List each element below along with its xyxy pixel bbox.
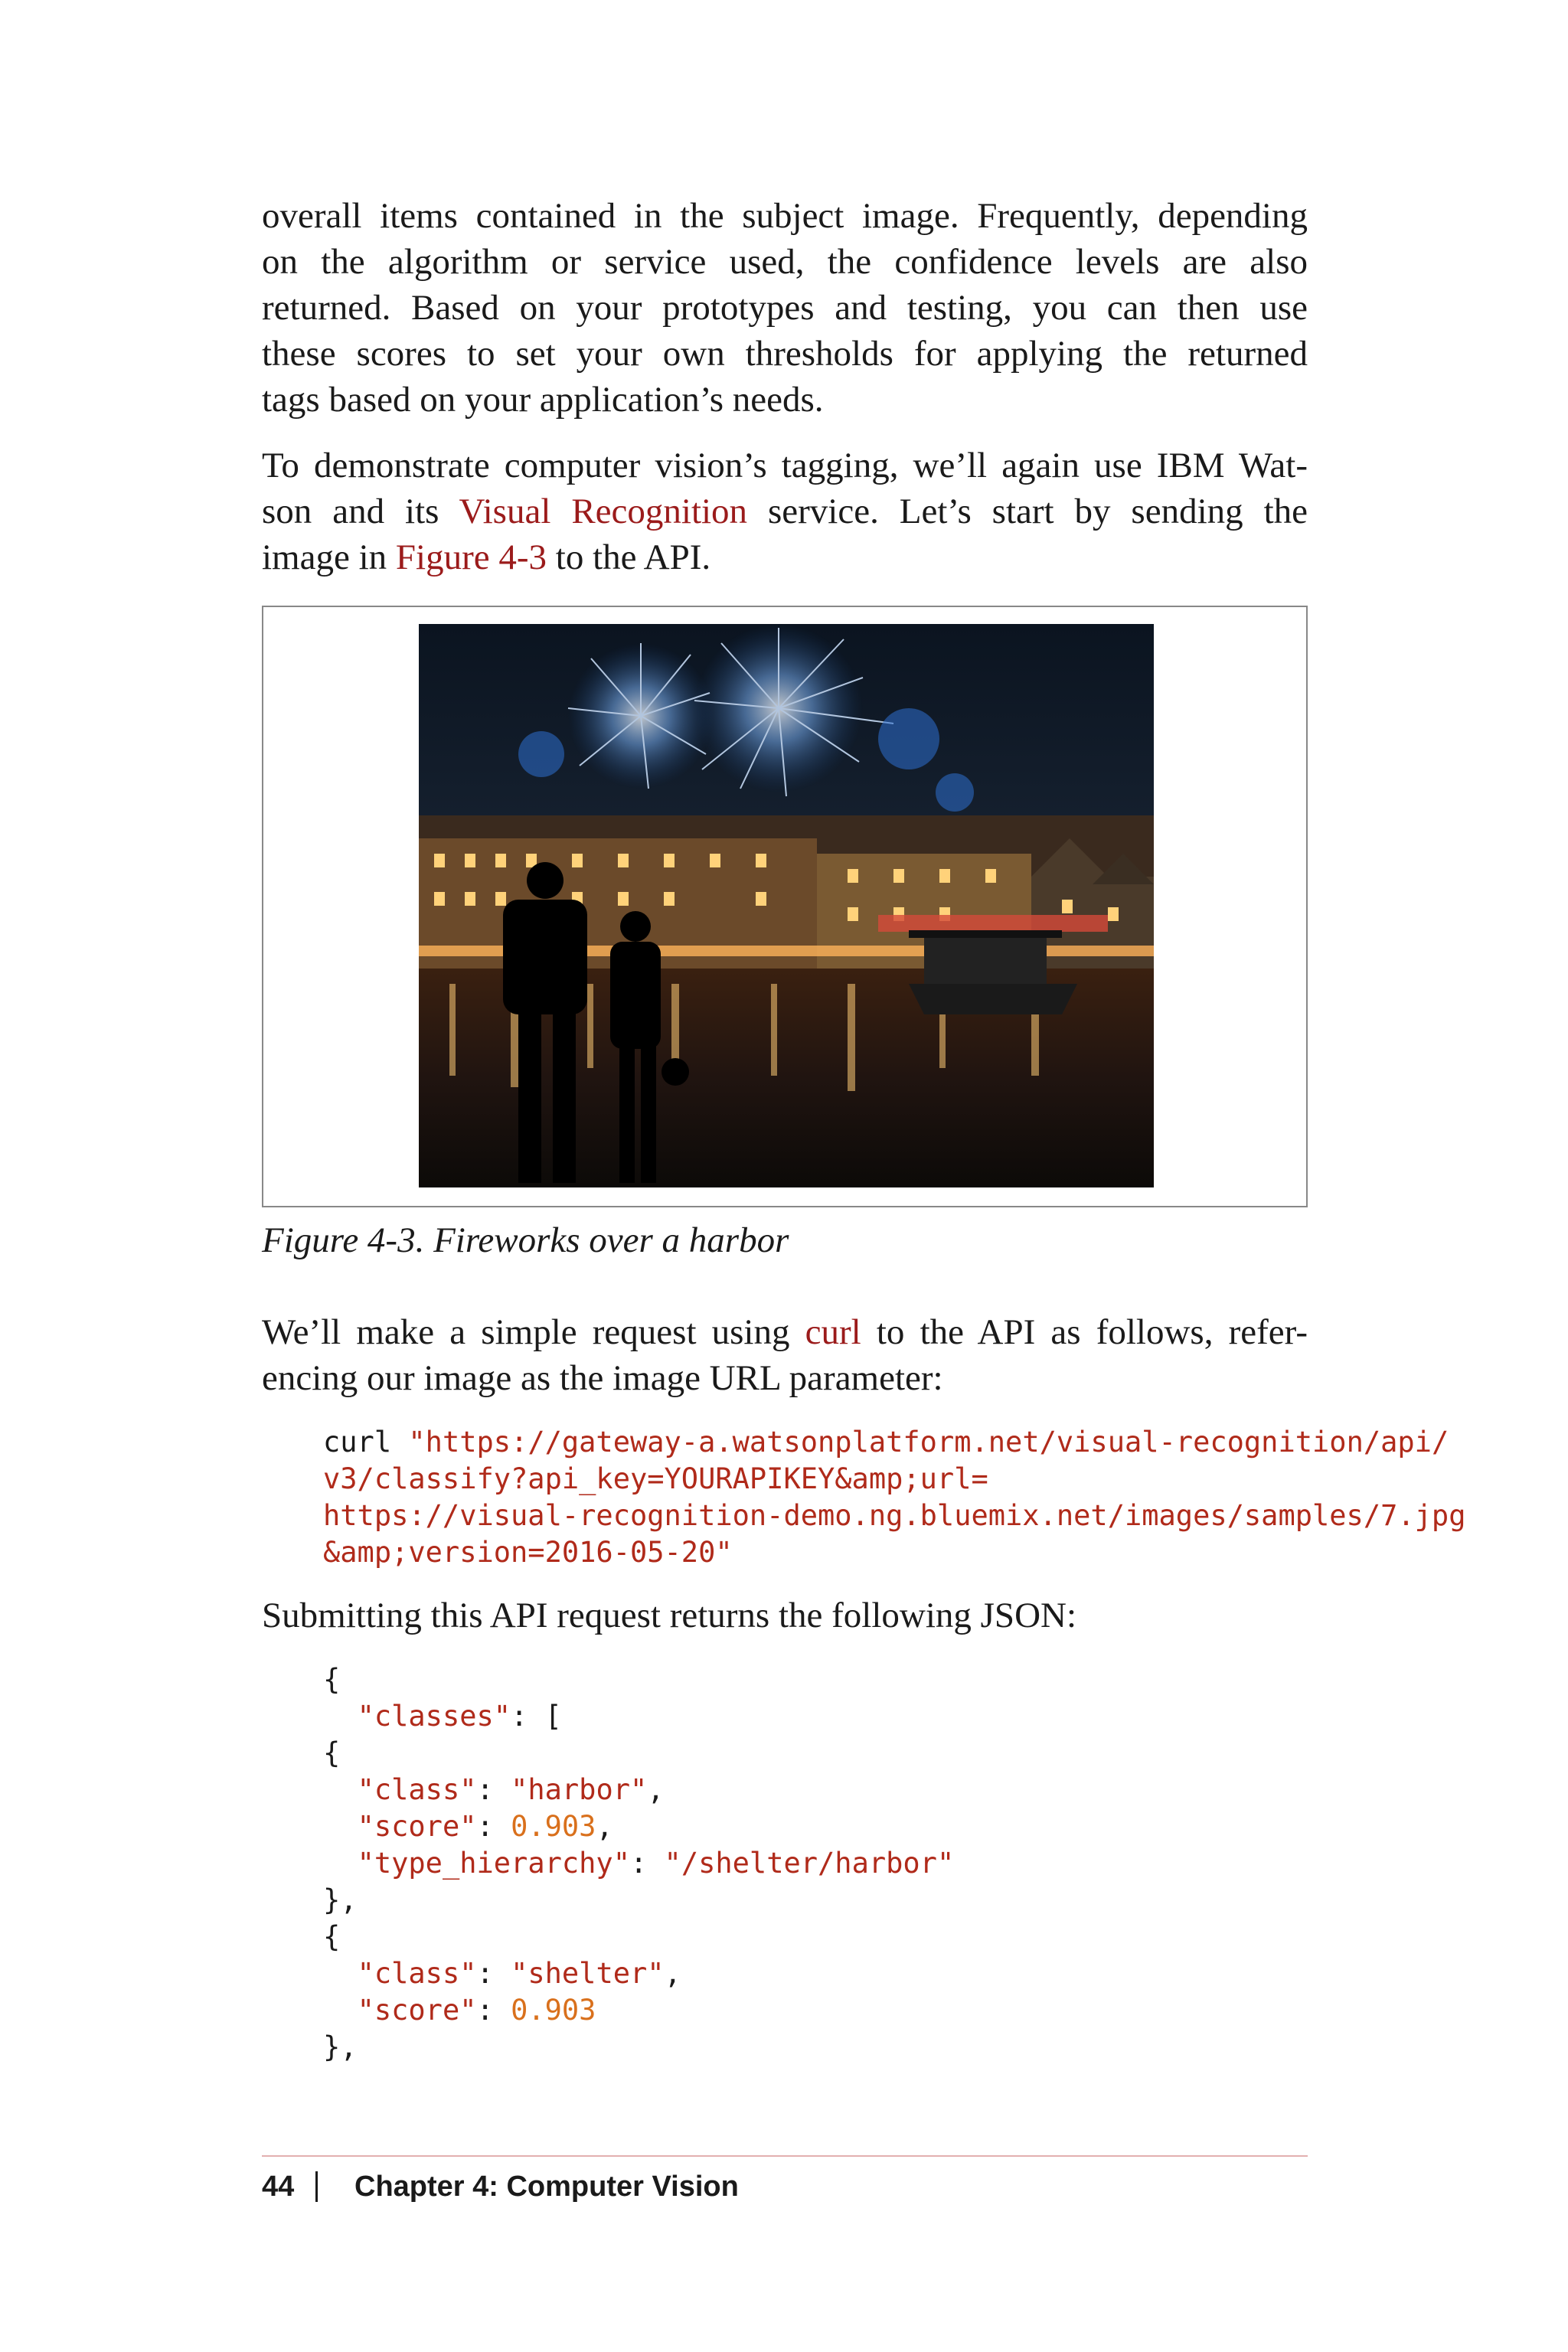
text-line: on the algorithm or service used, the confidence levels are also — [262, 242, 1308, 282]
chapter-title: Chapter 4: Computer Vision — [354, 2171, 739, 2203]
code-string: "score" — [357, 1994, 477, 2027]
code-number: 0.903 — [511, 1994, 596, 2027]
json-intro-paragraph — [262, 1592, 1308, 1638]
request-paragraph — [262, 1309, 1308, 1401]
text-segment: to the API. — [547, 537, 711, 577]
code-punct: { — [323, 1736, 341, 1769]
code-string: "https://gateway-a.watsonplatform.net/visual-recognition/api/ — [408, 1426, 1449, 1459]
text-segment: service. Let’s start by sending the — [747, 492, 1308, 531]
code-string: "class" — [357, 1773, 477, 1806]
code-punct: }, — [323, 2030, 358, 2063]
text-segment: We’ll make a simple request using — [262, 1312, 805, 1352]
code-punct: { — [323, 1663, 341, 1696]
text-line: tags based on your application’s needs. — [262, 380, 824, 420]
intro-paragraph — [262, 193, 1308, 423]
code-punct: : [ — [511, 1700, 562, 1733]
code-punct: }, — [323, 1883, 358, 1916]
text-segment: image in — [262, 537, 396, 577]
text-line: overall items contained in the subject image. Frequently, depending — [262, 196, 1308, 236]
text-line: encing our image as the image URL parameter: — [262, 1358, 943, 1398]
code-keyword: curl — [323, 1426, 409, 1459]
code-string: "classes" — [357, 1700, 511, 1733]
code-string: v3/classify?api_key=YOURAPIKEY&amp;url= — [323, 1462, 988, 1495]
text-line — [262, 488, 1308, 534]
code-string: "/shelter/harbor" — [664, 1847, 955, 1880]
fireworks-harbor-photo — [419, 624, 1154, 1187]
text-segment: to the API as follows, refer- — [861, 1312, 1308, 1352]
page-number: 44 — [262, 2171, 295, 2203]
text-line — [262, 534, 1308, 580]
footer-divider — [262, 2155, 1308, 2157]
visual-recognition-link[interactable]: Visual Recognition — [459, 492, 748, 531]
code-string: "type_hierarchy" — [357, 1847, 630, 1880]
curl-link[interactable]: curl — [805, 1312, 861, 1352]
code-string: &amp;version=2016-05-20" — [323, 1536, 733, 1569]
text-line — [262, 1309, 1308, 1355]
code-string: https://visual-recognition-demo.ng.bluemix.net/images/samples/7.jpg — [323, 1499, 1466, 1532]
code-number: 0.903 — [511, 1810, 596, 1843]
figure-frame — [262, 606, 1308, 1207]
page-footer — [262, 2164, 739, 2210]
text-line: these scores to set your own thresholds for applying the returned — [262, 334, 1308, 374]
figure-4-3-link[interactable]: Figure 4-3 — [395, 537, 547, 577]
text-line: To demonstrate computer vision’s tagging, we’ll again use IBM Wat- — [262, 446, 1308, 485]
code-punct: { — [323, 1920, 341, 1953]
text-line: Submitting this API request returns the following JSON: — [262, 1596, 1077, 1635]
figure-caption: Figure 4-3. Fireworks over a harbor — [262, 1220, 789, 1260]
demo-paragraph — [262, 443, 1308, 580]
code-string: "shelter" — [511, 1957, 665, 1990]
code-string: "score" — [357, 1810, 477, 1843]
json-code-block: { "classes": [ { "class": "harbor", "score": 0.903, "type_hierarchy": "/shelter/harbor" }, { "class": "shelter", "score": 0.903 }, — [323, 1663, 955, 2063]
curl-code-block — [323, 1424, 1465, 1571]
code-string: "class" — [357, 1957, 477, 1990]
code-string: "harbor" — [511, 1773, 648, 1806]
footer-separator — [315, 2171, 318, 2202]
text-line: returned. Based on your prototypes and testing, you can then use — [262, 288, 1308, 328]
text-segment: son and its — [262, 492, 459, 531]
